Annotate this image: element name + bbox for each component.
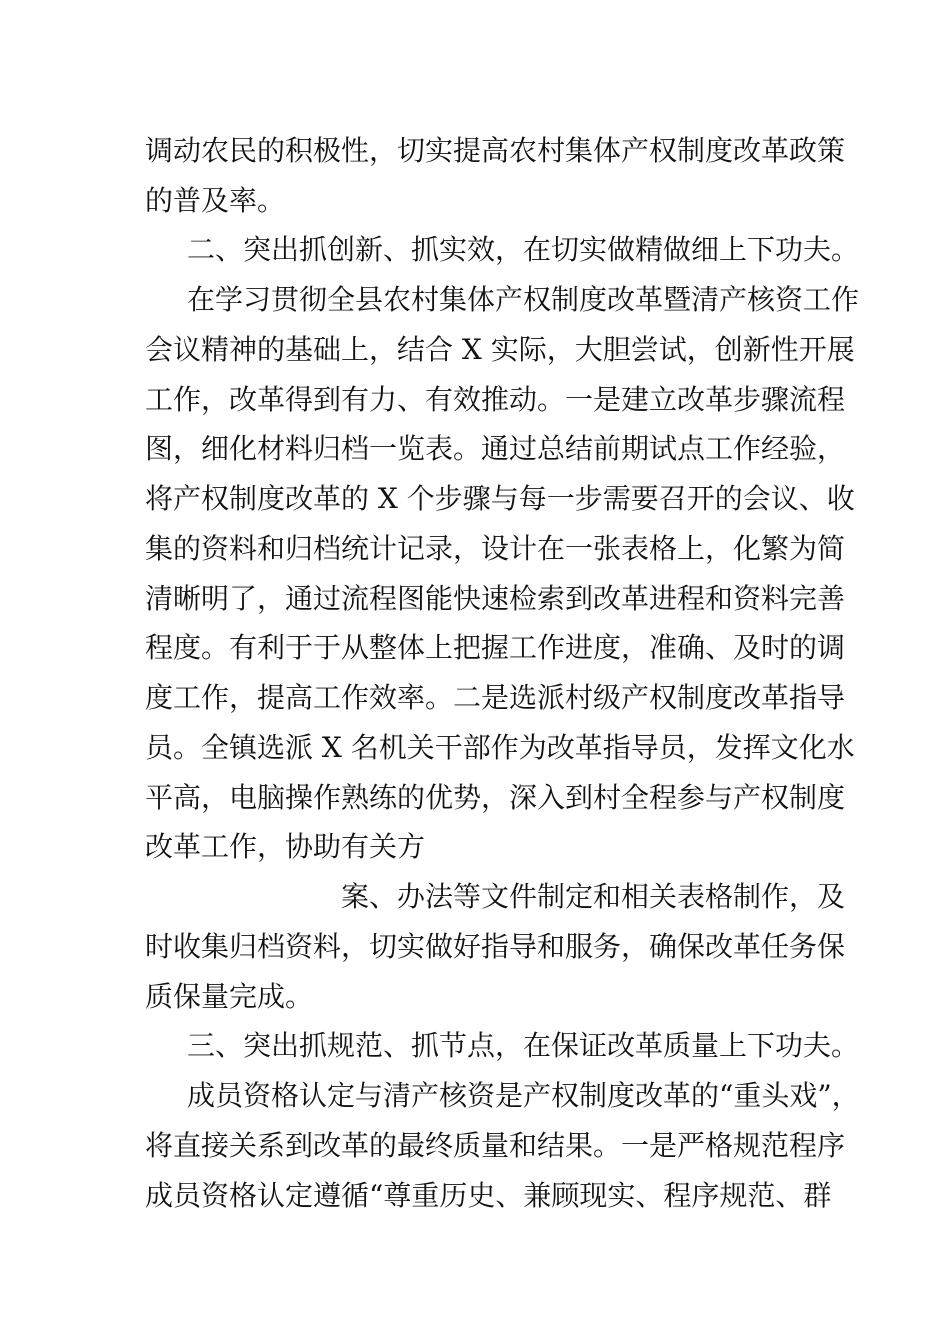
text-line: 会议精神的基础上，结合 X 实际，大胆尝试，创新性开展: [145, 333, 855, 366]
text-line: 改革工作，协助有关方: [145, 830, 426, 863]
text-line: 成员资格认定与清产核资是产权制度改革的“重头戏”，: [187, 1079, 860, 1112]
text-line: 清晰明了，通过流程图能快速检索到改革进程和资料完善: [145, 582, 846, 615]
text-line: 员。全镇选派 X 名机关干部作为改革指导员，发挥文化水: [145, 731, 855, 764]
text-line: 成员资格认定遵循“尊重历史、兼顾现实、程序规范、群: [145, 1179, 832, 1212]
text-line: 案、办法等文件制定和相关表格制作，及: [341, 880, 846, 913]
text-line: 将产权制度改革的 X 个步骤与每一步需要召开的会议、收: [145, 482, 855, 515]
text-line: 平高，电脑操作熟练的优势，深入到村全程参与产权制度: [145, 781, 846, 814]
text-line: 工作，改革得到有力、有效推动。一是建立改革步骤流程: [145, 383, 846, 416]
section-heading: 二、突出抓创新、抓实效，在切实做精做细上下功夫。: [187, 233, 860, 266]
section-heading: 三、突出抓规范、抓节点，在保证改革质量上下功夫。: [187, 1029, 860, 1062]
text-line: 集的资料和归档统计记录，设计在一张表格上，化繁为简: [145, 532, 846, 565]
text-line: 时收集归档资料，切实做好指导和服务，确保改革任务保: [145, 930, 846, 963]
text-line: 调动农民的积极性，切实提高农村集体产权制度改革政策: [145, 134, 846, 167]
text-line: 图，细化材料归档一览表。通过总结前期试点工作经验，: [145, 432, 846, 465]
text-line: 将直接关系到改革的最终质量和结果。一是严格规范程序: [145, 1129, 846, 1162]
text-line: 度工作，提高工作效率。二是选派村级产权制度改革指导: [145, 681, 846, 714]
text-line: 在学习贯彻全县农村集体产权制度改革暨清产核资工作: [187, 283, 860, 316]
text-line: 的普及率。: [145, 184, 286, 217]
text-line: 程度。有利于于从整体上把握工作进度，准确、及时的调: [145, 631, 846, 664]
text-line: 质保量完成。: [145, 980, 314, 1013]
